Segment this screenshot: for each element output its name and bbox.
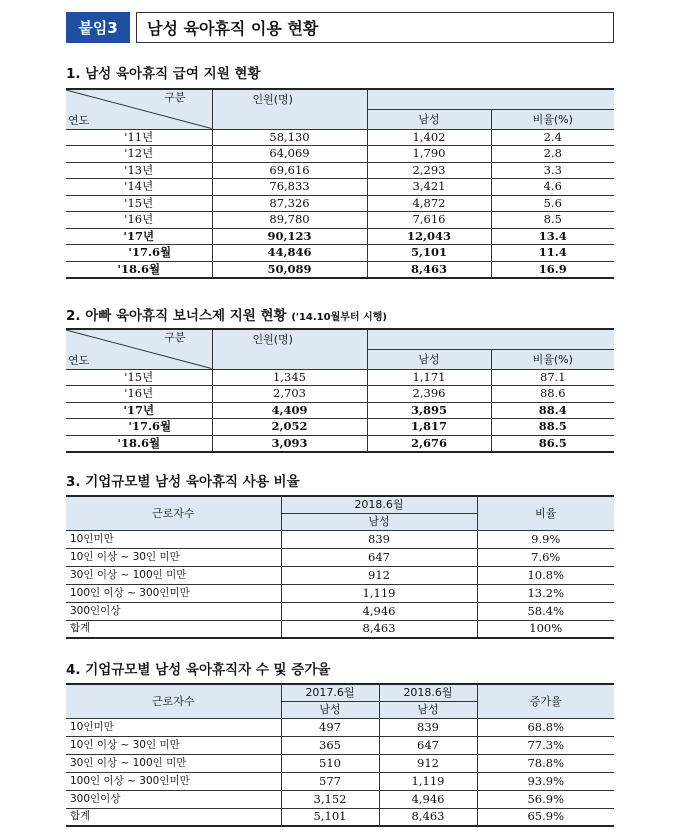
ratio-cell: 87.1 — [491, 369, 614, 386]
male-2017-cell: 497 — [281, 718, 379, 736]
growth-cell: 93.9% — [477, 772, 614, 790]
ratio-cell: 3.3 — [491, 162, 614, 179]
size-cell: 합계 — [66, 808, 281, 826]
section-2-note: ('14.10월부터 시행) — [291, 312, 387, 323]
col-period-header: 2018.6월 — [281, 496, 477, 513]
table-row — [66, 530, 614, 548]
ratio-cell: 9.9% — [477, 530, 614, 548]
table-row — [66, 790, 614, 808]
table-row — [66, 195, 614, 212]
male-2017-cell: 5,101 — [281, 808, 379, 826]
ratio-cell: 86.5 — [491, 435, 614, 452]
year-cell: '17.6월 — [66, 245, 212, 262]
size-cell: 합계 — [66, 620, 281, 638]
table-row — [66, 228, 614, 245]
male-2018-cell: 912 — [379, 754, 477, 772]
col-male-header: 남성 — [367, 349, 491, 369]
male-cell: 2,293 — [367, 162, 491, 179]
col-male-header: 남성 — [281, 513, 477, 530]
table-row — [66, 179, 614, 196]
male-cell: 7,616 — [367, 212, 491, 229]
table-row — [66, 435, 614, 452]
table-row — [66, 620, 614, 638]
male-cell: 4,872 — [367, 195, 491, 212]
growth-cell: 78.8% — [477, 754, 614, 772]
year-cell: '17년 — [66, 228, 212, 245]
total-cell: 89,780 — [212, 212, 367, 229]
male-cell: 839 — [281, 530, 477, 548]
male-cell: 1,171 — [367, 369, 491, 386]
corner-header — [66, 89, 212, 129]
growth-cell: 68.8% — [477, 718, 614, 736]
col-ratio-header: 비율 — [477, 496, 614, 530]
section-4-title: 4. 기업규모별 남성 육아휴직자 수 및 증가율 — [66, 662, 331, 678]
year-cell: '11년 — [66, 129, 212, 146]
col-male-header: 남성 — [367, 109, 491, 129]
total-cell: 64,069 — [212, 146, 367, 163]
ratio-cell: 11.4 — [491, 245, 614, 262]
col-male2-header: 남성 — [379, 701, 477, 718]
col-ratio-header: 비율(%) — [491, 349, 614, 369]
year-cell: '18.6월 — [66, 261, 212, 278]
document-title: 남성 육아휴직 이용 현황 — [136, 12, 614, 43]
male-cell: 1,119 — [281, 584, 477, 602]
ratio-cell: 10.8% — [477, 566, 614, 584]
male-cell: 647 — [281, 548, 477, 566]
ratio-cell: 16.9 — [491, 261, 614, 278]
total-cell: 3,093 — [212, 435, 367, 452]
attachment-tag: 붙임3 — [66, 12, 130, 43]
col-ratio-header: 비율(%) — [491, 109, 614, 129]
size-cell: 100인 이상 ~ 300인미만 — [66, 772, 281, 790]
male-2018-cell: 839 — [379, 718, 477, 736]
table-row — [66, 129, 614, 146]
total-cell: 2,703 — [212, 386, 367, 403]
total-cell: 87,326 — [212, 195, 367, 212]
male-cell: 2,676 — [367, 435, 491, 452]
table-row — [66, 736, 614, 754]
year-cell: '15년 — [66, 195, 212, 212]
size-cell: 100인 이상 ~ 300인미만 — [66, 584, 281, 602]
male-2017-cell: 510 — [281, 754, 379, 772]
male-cell: 5,101 — [367, 245, 491, 262]
ratio-cell: 2.8 — [491, 146, 614, 163]
table-row — [66, 146, 614, 163]
total-cell: 44,846 — [212, 245, 367, 262]
section-1-title: 1. 남성 육아휴직 급여 지원 현황 — [66, 66, 261, 82]
size-cell: 300인이상 — [66, 790, 281, 808]
year-cell: '13년 — [66, 162, 212, 179]
male-cell: 1,790 — [367, 146, 491, 163]
male-2017-cell: 577 — [281, 772, 379, 790]
corner-header — [66, 329, 212, 369]
corner-bottom-label: 연도 — [68, 353, 90, 367]
male-cell: 1,402 — [367, 129, 491, 146]
size-cell: 10인미만 — [66, 718, 281, 736]
section-1-table — [66, 88, 614, 279]
table-row — [66, 162, 614, 179]
male-cell: 3,421 — [367, 179, 491, 196]
growth-cell: 56.9% — [477, 790, 614, 808]
ratio-cell: 13.4 — [491, 228, 614, 245]
ratio-cell: 7.6% — [477, 548, 614, 566]
table-row — [66, 772, 614, 790]
size-cell: 10인 이상 ~ 30인 미만 — [66, 736, 281, 754]
col-growth-header: 증가율 — [477, 684, 614, 718]
total-cell: 90,123 — [212, 228, 367, 245]
corner-top-label: 구분 — [164, 331, 186, 344]
table-row — [66, 602, 614, 620]
year-cell: '12년 — [66, 146, 212, 163]
ratio-cell: 88.4 — [491, 402, 614, 419]
col-size-header: 근로자수 — [66, 496, 281, 530]
year-cell: '18.6월 — [66, 435, 212, 452]
ratio-cell: 88.6 — [491, 386, 614, 403]
male-cell: 8,463 — [281, 620, 477, 638]
table-row — [66, 718, 614, 736]
ratio-cell: 8.5 — [491, 212, 614, 229]
col-male1-header: 남성 — [281, 701, 379, 718]
table-row — [66, 369, 614, 386]
ratio-cell: 100% — [477, 620, 614, 638]
table-row — [66, 261, 614, 278]
male-2018-cell: 8,463 — [379, 808, 477, 826]
document-title-bar — [66, 12, 614, 43]
table-row — [66, 584, 614, 602]
male-cell: 3,895 — [367, 402, 491, 419]
year-cell: '16년 — [66, 386, 212, 403]
corner-top-label: 구분 — [164, 91, 186, 104]
year-cell: '15년 — [66, 369, 212, 386]
growth-cell: 65.9% — [477, 808, 614, 826]
table-row — [66, 402, 614, 419]
section-3-title: 3. 기업규모별 남성 육아휴직 사용 비율 — [66, 474, 300, 490]
col-period2-header: 2018.6월 — [379, 684, 477, 701]
year-cell: '16년 — [66, 212, 212, 229]
size-cell: 30인 이상 ~ 100인 미만 — [66, 566, 281, 584]
year-cell: '17년 — [66, 402, 212, 419]
section-4-table — [66, 683, 614, 827]
year-cell: '17.6월 — [66, 419, 212, 436]
male-cell: 8,463 — [367, 261, 491, 278]
ratio-cell: 4.6 — [491, 179, 614, 196]
col-period1-header: 2017.6월 — [281, 684, 379, 701]
table-row — [66, 245, 614, 262]
table-row — [66, 808, 614, 826]
section-2-title — [66, 304, 387, 324]
male-2018-cell: 647 — [379, 736, 477, 754]
male-cell: 12,043 — [367, 228, 491, 245]
ratio-cell: 58.4% — [477, 602, 614, 620]
size-cell: 300인이상 — [66, 602, 281, 620]
col-size-header: 근로자수 — [66, 684, 281, 718]
total-cell: 2,052 — [212, 419, 367, 436]
male-cell: 2,396 — [367, 386, 491, 403]
col-total-header: 인원(명) — [212, 89, 367, 109]
total-cell: 69,616 — [212, 162, 367, 179]
total-cell: 1,345 — [212, 369, 367, 386]
ratio-cell: 2.4 — [491, 129, 614, 146]
section-2-table — [66, 328, 614, 453]
table-row — [66, 548, 614, 566]
table-row — [66, 419, 614, 436]
section-2-title-text: 2. 아빠 육아휴직 보너스제 지원 현황 — [66, 308, 287, 324]
size-cell: 30인 이상 ~ 100인 미만 — [66, 754, 281, 772]
col-total-header: 인원(명) — [212, 329, 367, 349]
male-cell: 1,817 — [367, 419, 491, 436]
male-cell: 912 — [281, 566, 477, 584]
male-2018-cell: 4,946 — [379, 790, 477, 808]
male-2017-cell: 365 — [281, 736, 379, 754]
section-3-table — [66, 495, 614, 639]
corner-bottom-label: 연도 — [68, 113, 90, 127]
total-cell: 4,409 — [212, 402, 367, 419]
total-cell: 76,833 — [212, 179, 367, 196]
table-row — [66, 566, 614, 584]
male-cell: 4,946 — [281, 602, 477, 620]
table-row — [66, 386, 614, 403]
total-cell: 58,130 — [212, 129, 367, 146]
size-cell: 10인 이상 ~ 30인 미만 — [66, 548, 281, 566]
male-2017-cell: 3,152 — [281, 790, 379, 808]
growth-cell: 77.3% — [477, 736, 614, 754]
year-cell: '14년 — [66, 179, 212, 196]
size-cell: 10인미만 — [66, 530, 281, 548]
ratio-cell: 88.5 — [491, 419, 614, 436]
table-row — [66, 754, 614, 772]
ratio-cell: 13.2% — [477, 584, 614, 602]
male-2018-cell: 1,119 — [379, 772, 477, 790]
ratio-cell: 5.6 — [491, 195, 614, 212]
table-row — [66, 212, 614, 229]
total-cell: 50,089 — [212, 261, 367, 278]
